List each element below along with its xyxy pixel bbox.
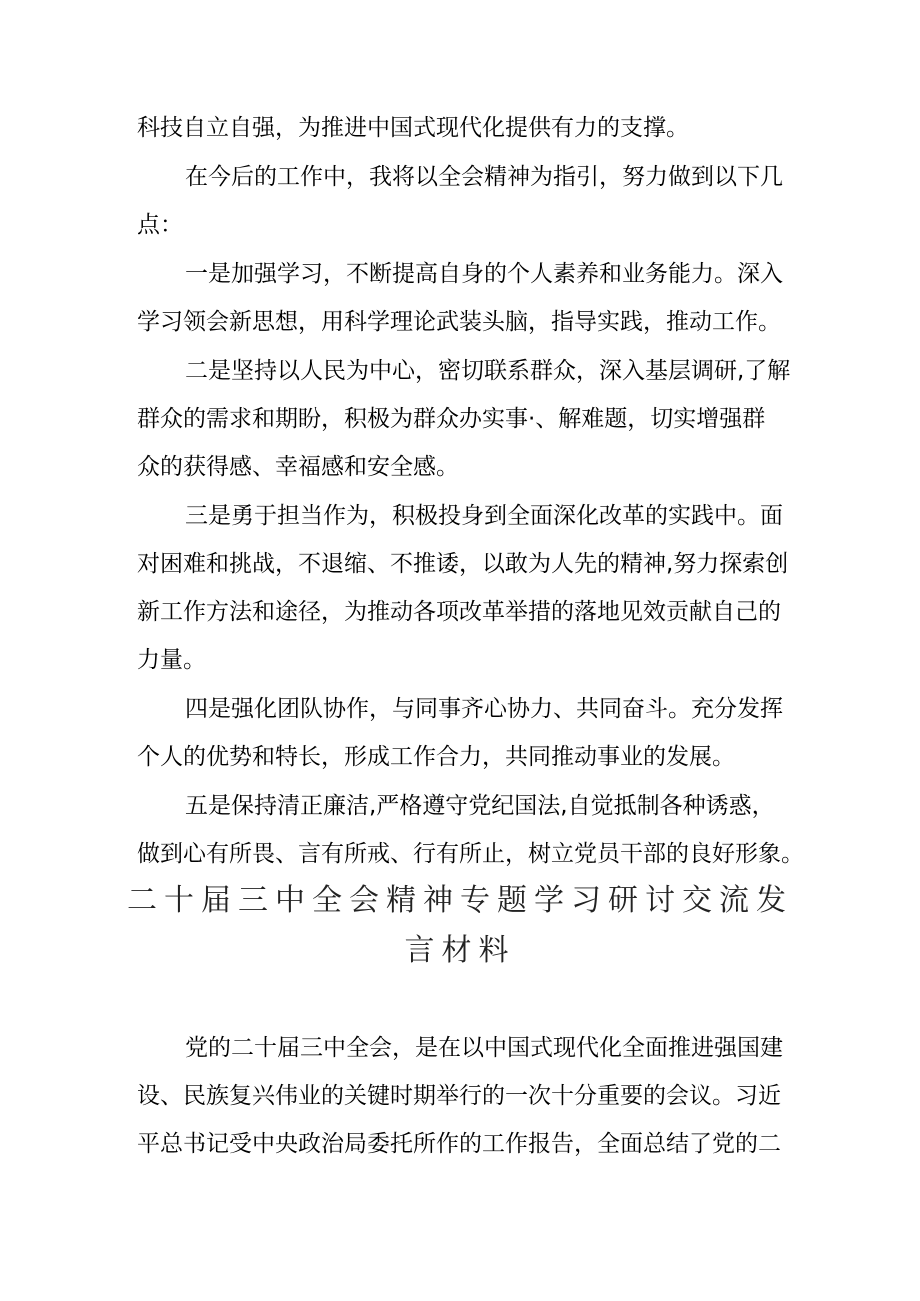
point-3-line-3: 新工作方法和途径，为推动各项改革举措的落地见效贡献自己的 [137,599,781,625]
point-3-line-1: 三是勇于担当作为，积极投身到全面深化改革的实践中。面 [185,503,783,529]
document-title-line-2: 言材料 [404,933,516,968]
point-1-line-2: 学习领会新思想，用科学理论武装头脑，指导实践，推动工作。 [137,309,781,335]
point-2-line-2: 群众的需求和期盼，积极为群众办实事·、解难题，切实增强群 [137,406,766,432]
body-line-3: 平总书记受中央政治局委托所作的工作报告，全面总结了党的二 [137,1131,781,1157]
intro-tail-line: 科技自立自强，为推进中国式现代化提供有力的支撑。 [137,115,689,141]
point-4-line-2: 个人的优势和特长，形成工作合力，共同推动事业的发展。 [137,744,735,770]
point-5-line-1: 五是保持清正廉洁,严格遵守党纪国法,自觉抵制各种诱惑， [185,793,775,819]
body-line-2: 设、民族复兴伟业的关键时期举行的一次十分重要的会议。习近 [137,1083,781,1109]
plan-intro-line-2: 点： [137,212,183,238]
plan-intro-line-1: 在今后的工作中，我将以全会精神为指引，努力做到以下几 [185,164,783,190]
point-2-line-1: 二是坚持以人民为中心，密切联系群众，深入基层调研,了解 [185,358,791,384]
point-1-line-1: 一是加强学习，不断提高自身的个人素养和业务能力。深入 [185,261,783,287]
point-5-line-2: 做到心有所畏、言有所戒、行有所止，树立党员干部的良好形象。 [137,841,804,867]
point-4-line-1: 四是强化团队协作，与同事齐心协力、共同奋斗。充分发挥 [185,696,783,722]
point-2-line-3: 众的获得感、幸福感和安全感。 [137,454,459,480]
point-3-line-4: 力量。 [137,647,206,673]
point-3-line-2: 对困难和挑战，不退缩、不推诿，以敢为人先的精神,努力探索创 [137,551,789,577]
body-line-1: 党的二十届三中全会，是在以中国式现代化全面推进强国建 [185,1035,783,1061]
document-title-line-1: 二十届三中全会精神专题学习研讨交流发 [127,883,793,918]
